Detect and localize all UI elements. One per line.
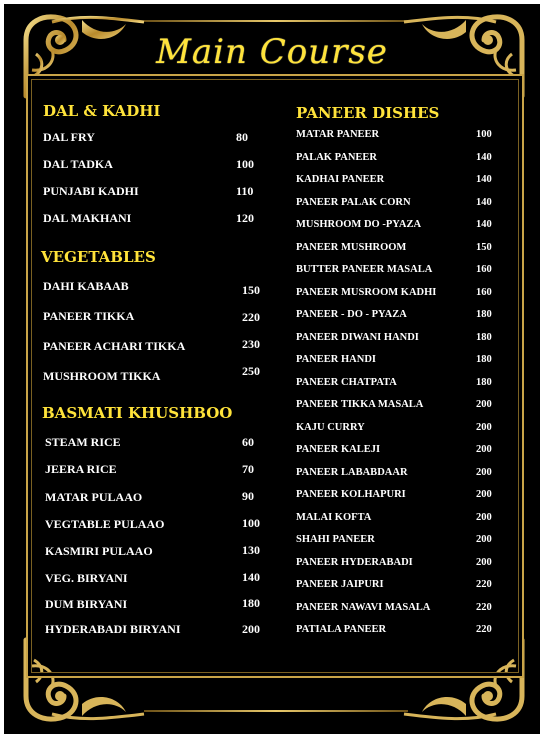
menu-item-price: 200 bbox=[476, 399, 492, 410]
menu-item-name: BUTTER PANEER MASALA bbox=[296, 264, 433, 275]
menu-item-price: 250 bbox=[242, 364, 260, 378]
menu-item-name: KADHAI PANEER bbox=[296, 174, 385, 185]
menu-item-name: MATAR PULAAO bbox=[45, 490, 143, 504]
menu-item-name: PANEER JAIPURI bbox=[296, 579, 384, 590]
menu-item-price: 100 bbox=[476, 129, 492, 140]
menu-item-name: PANEER HYDERABADI bbox=[296, 556, 413, 568]
menu-item-name: PANEER PALAK CORN bbox=[296, 196, 411, 208]
menu-item-name: PANEER MUSROOM KADHI bbox=[296, 286, 437, 298]
menu-item-price: 120 bbox=[236, 211, 254, 225]
menu-item-name: PANEER KOLHAPURI bbox=[296, 489, 406, 500]
menu-item-price: 140 bbox=[476, 151, 492, 163]
menu-item-name: PANEER CHATPATA bbox=[296, 376, 397, 388]
menu-item-name: PATIALA PANEER bbox=[296, 624, 387, 635]
menu-item-price: 200 bbox=[476, 421, 492, 433]
menu-item-price: 150 bbox=[476, 241, 492, 253]
menu-item-price: 200 bbox=[242, 622, 260, 636]
menu-item-price: 140 bbox=[242, 570, 260, 584]
section-heading-paneer: PANEER DISHES bbox=[296, 104, 440, 122]
menu-item-price: 150 bbox=[242, 283, 260, 297]
menu-item-name: VEGTABLE PULAAO bbox=[45, 517, 165, 531]
section-heading-vegetables: VEGETABLES bbox=[41, 248, 156, 266]
menu-item-price: 140 bbox=[476, 196, 492, 208]
menu-item-price: 220 bbox=[476, 601, 492, 613]
menu-item-name: KAJU CURRY bbox=[296, 421, 365, 433]
menu-item-name: PANEER ACHARI TIKKA bbox=[43, 339, 186, 353]
menu-item-price: 200 bbox=[476, 466, 492, 478]
menu-item-name: SHAHI PANEER bbox=[296, 534, 375, 545]
menu-item-price: 160 bbox=[476, 286, 492, 298]
menu-item-name: KASMIRI PULAAO bbox=[45, 544, 153, 558]
section-heading-basmati: BASMATI KHUSHBOO bbox=[42, 404, 233, 422]
menu-item-name: DUM BIRYANI bbox=[45, 597, 128, 611]
menu-item-price: 220 bbox=[242, 310, 260, 324]
menu-item-price: 180 bbox=[476, 331, 492, 343]
menu-item-name: PUNJABI KADHI bbox=[43, 184, 139, 198]
menu-item-name: MUSHROOM DO -PYAZA bbox=[296, 219, 422, 230]
menu-item-price: 70 bbox=[242, 462, 254, 476]
menu-item-name: MUSHROOM TIKKA bbox=[43, 369, 161, 383]
menu-item-name: DAHI KABAAB bbox=[43, 279, 129, 293]
menu-item-name: VEG. BIRYANI bbox=[45, 571, 128, 585]
menu-item-name: PANEER - DO - PYAZA bbox=[296, 309, 407, 320]
menu-item-name: PALAK PANEER bbox=[296, 151, 377, 163]
menu-item-price: 200 bbox=[476, 489, 492, 500]
menu-item-price: 200 bbox=[476, 534, 492, 545]
menu-item-name: PANEER KALEJI bbox=[296, 444, 381, 455]
menu-item-price: 230 bbox=[242, 337, 260, 351]
menu-item-name: DAL TADKA bbox=[43, 157, 113, 171]
menu-item-name: DAL MAKHANI bbox=[43, 211, 132, 225]
menu-item-name: STEAM RICE bbox=[45, 435, 121, 449]
menu-item-price: 200 bbox=[476, 556, 492, 568]
menu-item-price: 110 bbox=[236, 184, 254, 198]
menu-item-name: MATAR PANEER bbox=[296, 129, 380, 140]
menu-item-price: 200 bbox=[476, 511, 492, 523]
menu-item-price: 180 bbox=[476, 376, 492, 388]
menu-item-name: PANEER DIWANI HANDI bbox=[296, 331, 419, 343]
menu-item-price: 60 bbox=[242, 435, 254, 449]
menu-item-price: 100 bbox=[236, 157, 254, 171]
menu-item-price: 180 bbox=[476, 309, 492, 320]
menu-item-price: 90 bbox=[242, 489, 254, 503]
menu-item-name: PANEER HANDI bbox=[296, 354, 377, 365]
menu-item-price: 180 bbox=[476, 354, 492, 365]
bottom-ornament-line bbox=[144, 710, 408, 712]
menu-item-price: 80 bbox=[236, 130, 248, 144]
menu-item-price: 100 bbox=[242, 516, 260, 530]
page-title: Main Course bbox=[156, 32, 388, 72]
menu-item-name: PANEER MUSHROOM bbox=[296, 241, 407, 253]
top-ornament-line bbox=[144, 20, 408, 22]
menu-item-name: MALAI KOFTA bbox=[296, 511, 372, 523]
menu-item-name: PANEER NAWAVI MASALA bbox=[296, 601, 431, 613]
menu-item-price: 180 bbox=[242, 596, 260, 610]
menu-item-name: PANEER TIKKA MASALA bbox=[296, 399, 424, 410]
menu-item-price: 220 bbox=[476, 624, 492, 635]
menu-item-price: 220 bbox=[476, 579, 492, 590]
menu-item-name: JEERA RICE bbox=[45, 462, 117, 476]
menu-item-name: DAL FRY bbox=[43, 130, 95, 144]
menu-item-price: 140 bbox=[476, 219, 492, 230]
menu-item-name: PANEER TIKKA bbox=[43, 309, 135, 323]
menu-item-price: 140 bbox=[476, 174, 492, 185]
menu-item-price: 200 bbox=[476, 444, 492, 455]
menu-item-name: HYDERABADI BIRYANI bbox=[45, 622, 181, 636]
menu-item-name: PANEER LABABDAAR bbox=[296, 466, 408, 478]
section-heading-dal-kadhi: DAL & KADHI bbox=[43, 102, 161, 120]
menu-item-price: 130 bbox=[242, 543, 260, 557]
menu-item-price: 160 bbox=[476, 264, 492, 275]
